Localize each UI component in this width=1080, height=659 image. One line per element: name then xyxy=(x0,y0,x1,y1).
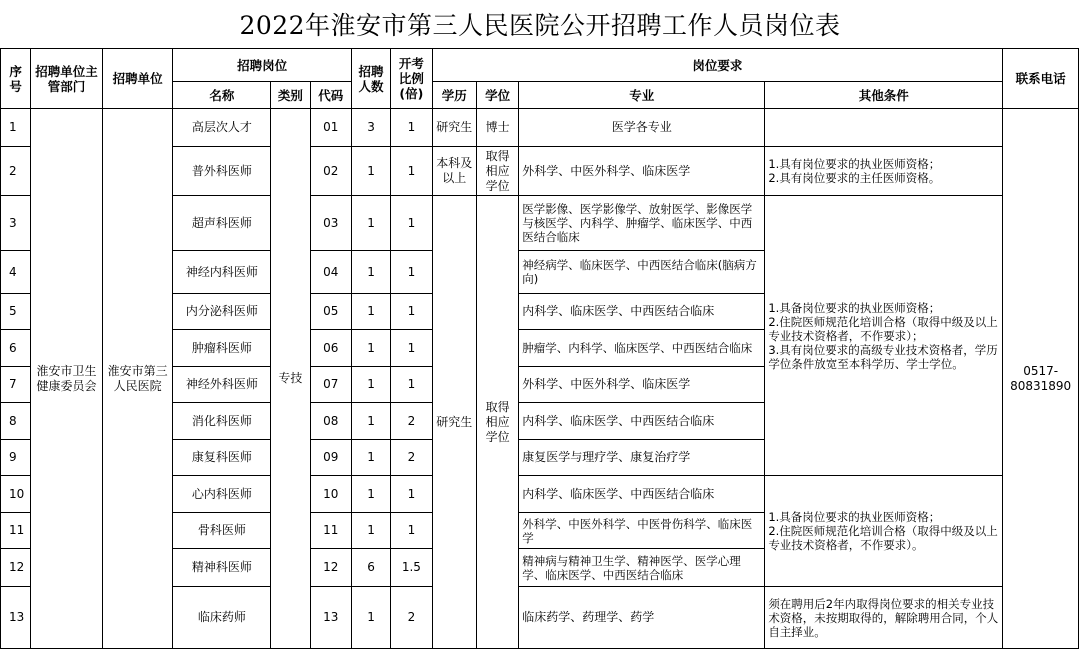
header-other: 其他条件 xyxy=(765,82,1003,109)
cell-phone: 0517-80831890 xyxy=(1003,109,1079,649)
cell-ratio: 1 xyxy=(391,476,432,513)
cell-ratio: 1 xyxy=(391,147,432,196)
cell-seq: 12 xyxy=(1,549,31,587)
header-seq: 序号 xyxy=(1,49,31,109)
header-count: 招聘人数 xyxy=(351,49,390,109)
header-row-1 xyxy=(1,49,1079,82)
cell-major: 康复医学与理疗学、康复治疗学 xyxy=(519,440,765,476)
cell-pos-code: 02 xyxy=(310,147,351,196)
cell-ratio: 2 xyxy=(391,587,432,649)
header-pos-name: 名称 xyxy=(173,82,271,109)
cell-pos-code: 01 xyxy=(310,109,351,147)
cell-education: 研究生 xyxy=(432,109,476,147)
cell-dept: 淮安市卫生健康委员会 xyxy=(31,109,103,649)
cell-pos-code: 10 xyxy=(310,476,351,513)
cell-ratio: 2 xyxy=(391,440,432,476)
cell-pos-name: 肿瘤科医师 xyxy=(173,330,271,367)
cell-count: 1 xyxy=(351,294,390,330)
header-degree: 学位 xyxy=(476,82,518,109)
cell-ratio: 1 xyxy=(391,294,432,330)
header-ratio: 开考比例(倍) xyxy=(391,49,432,109)
cell-pos-type: 专技 xyxy=(271,109,310,649)
cell-pos-name: 消化科医师 xyxy=(173,403,271,440)
cell-count: 1 xyxy=(351,403,390,440)
cell-major: 外科学、中医外科学、临床医学 xyxy=(519,367,765,403)
cell-pos-code: 04 xyxy=(310,251,351,294)
cell-count: 1 xyxy=(351,476,390,513)
header-unit: 招聘单位 xyxy=(102,49,173,109)
header-requirements: 岗位要求 xyxy=(432,49,1003,82)
positions-table xyxy=(0,48,1079,649)
cell-pos-code: 11 xyxy=(310,513,351,549)
cell-pos-name: 骨科医师 xyxy=(173,513,271,549)
cell-pos-name: 超声科医师 xyxy=(173,196,271,251)
cell-count: 1 xyxy=(351,330,390,367)
cell-seq: 1 xyxy=(1,109,31,147)
cell-seq: 2 xyxy=(1,147,31,196)
cell-count: 1 xyxy=(351,147,390,196)
cell-major: 精神病与精神卫生学、精神医学、医学心理学、临床医学、中西医结合临床 xyxy=(519,549,765,587)
cell-pos-name: 临床药师 xyxy=(173,587,271,649)
cell-count: 6 xyxy=(351,549,390,587)
cell-education: 研究生 xyxy=(432,196,476,649)
cell-ratio: 1 xyxy=(391,251,432,294)
cell-degree: 取得相应学位 xyxy=(476,147,518,196)
table-row xyxy=(1,109,1079,147)
cell-seq: 7 xyxy=(1,367,31,403)
cell-pos-name: 高层次人才 xyxy=(173,109,271,147)
cell-pos-code: 05 xyxy=(310,294,351,330)
cell-pos-code: 12 xyxy=(310,549,351,587)
cell-major: 临床药学、药理学、药学 xyxy=(519,587,765,649)
cell-major: 医学各专业 xyxy=(519,109,765,147)
cell-other: 1.具有岗位要求的执业医师资格； 2.具有岗位要求的主任医师资格。 xyxy=(765,147,1003,196)
cell-pos-name: 精神科医师 xyxy=(173,549,271,587)
cell-degree: 取得相应学位 xyxy=(476,196,518,649)
cell-pos-code: 13 xyxy=(310,587,351,649)
cell-pos-code: 06 xyxy=(310,330,351,367)
cell-ratio: 1 xyxy=(391,513,432,549)
cell-ratio: 1.5 xyxy=(391,549,432,587)
cell-count: 1 xyxy=(351,513,390,549)
cell-seq: 3 xyxy=(1,196,31,251)
cell-other: 1.具备岗位要求的执业医师资格； 2.住院医师规范化培训合格（取得中级及以上专业技术资格者，不作要求）； 3.具有岗位要求的高级专业技术资格者，学历学位条件放宽至本科学历、学士学位。 xyxy=(765,196,1003,476)
cell-ratio: 1 xyxy=(391,196,432,251)
header-phone: 联系电话 xyxy=(1003,49,1079,109)
cell-degree: 博士 xyxy=(476,109,518,147)
cell-ratio: 1 xyxy=(391,109,432,147)
cell-pos-name: 神经外科医师 xyxy=(173,367,271,403)
cell-seq: 10 xyxy=(1,476,31,513)
header-major: 专业 xyxy=(519,82,765,109)
cell-seq: 4 xyxy=(1,251,31,294)
cell-seq: 8 xyxy=(1,403,31,440)
cell-major: 医学影像、医学影像学、放射医学、影像医学与核医学、内科学、肿瘤学、临床医学、中西医结合临床 xyxy=(519,196,765,251)
header-pos-type: 类别 xyxy=(271,82,310,109)
header-education: 学历 xyxy=(432,82,476,109)
cell-ratio: 2 xyxy=(391,403,432,440)
cell-education: 本科及以上 xyxy=(432,147,476,196)
cell-count: 1 xyxy=(351,251,390,294)
cell-major: 内科学、临床医学、中西医结合临床 xyxy=(519,403,765,440)
cell-other: 1.具备岗位要求的执业医师资格； 2.住院医师规范化培训合格（取得中级及以上专业技术资格者，不作要求）。 xyxy=(765,476,1003,587)
cell-seq: 5 xyxy=(1,294,31,330)
cell-ratio: 1 xyxy=(391,330,432,367)
cell-major: 内科学、临床医学、中西医结合临床 xyxy=(519,476,765,513)
cell-major: 内科学、临床医学、中西医结合临床 xyxy=(519,294,765,330)
cell-pos-name: 心内科医师 xyxy=(173,476,271,513)
cell-other: 须在聘用后2年内取得岗位要求的相关专业技术资格，未按期取得的，解除聘用合同，个人自主择业。 xyxy=(765,587,1003,649)
cell-major: 外科学、中医外科学、中医骨伤科学、临床医学 xyxy=(519,513,765,549)
cell-count: 1 xyxy=(351,440,390,476)
cell-count: 1 xyxy=(351,196,390,251)
cell-seq: 11 xyxy=(1,513,31,549)
cell-unit: 淮安市第三人民医院 xyxy=(102,109,173,649)
header-pos-code: 代码 xyxy=(310,82,351,109)
cell-count: 1 xyxy=(351,367,390,403)
cell-seq: 9 xyxy=(1,440,31,476)
cell-pos-name: 神经内科医师 xyxy=(173,251,271,294)
cell-ratio: 1 xyxy=(391,367,432,403)
cell-pos-code: 07 xyxy=(310,367,351,403)
cell-other xyxy=(765,109,1003,147)
cell-major: 神经病学、临床医学、中西医结合临床(脑病方向) xyxy=(519,251,765,294)
cell-pos-name: 普外科医师 xyxy=(173,147,271,196)
cell-count: 1 xyxy=(351,587,390,649)
cell-major: 外科学、中医外科学、临床医学 xyxy=(519,147,765,196)
cell-seq: 13 xyxy=(1,587,31,649)
cell-pos-code: 09 xyxy=(310,440,351,476)
cell-pos-name: 康复科医师 xyxy=(173,440,271,476)
cell-pos-name: 内分泌科医师 xyxy=(173,294,271,330)
cell-major: 肿瘤学、内科学、临床医学、中西医结合临床 xyxy=(519,330,765,367)
page-title: 2022年淮安市第三人民医院公开招聘工作人员岗位表 xyxy=(239,11,841,40)
header-position-group: 招聘岗位 xyxy=(173,49,351,82)
cell-pos-code: 03 xyxy=(310,196,351,251)
header-dept: 招聘单位主管部门 xyxy=(31,49,103,109)
cell-seq: 6 xyxy=(1,330,31,367)
cell-count: 3 xyxy=(351,109,390,147)
cell-pos-code: 08 xyxy=(310,403,351,440)
